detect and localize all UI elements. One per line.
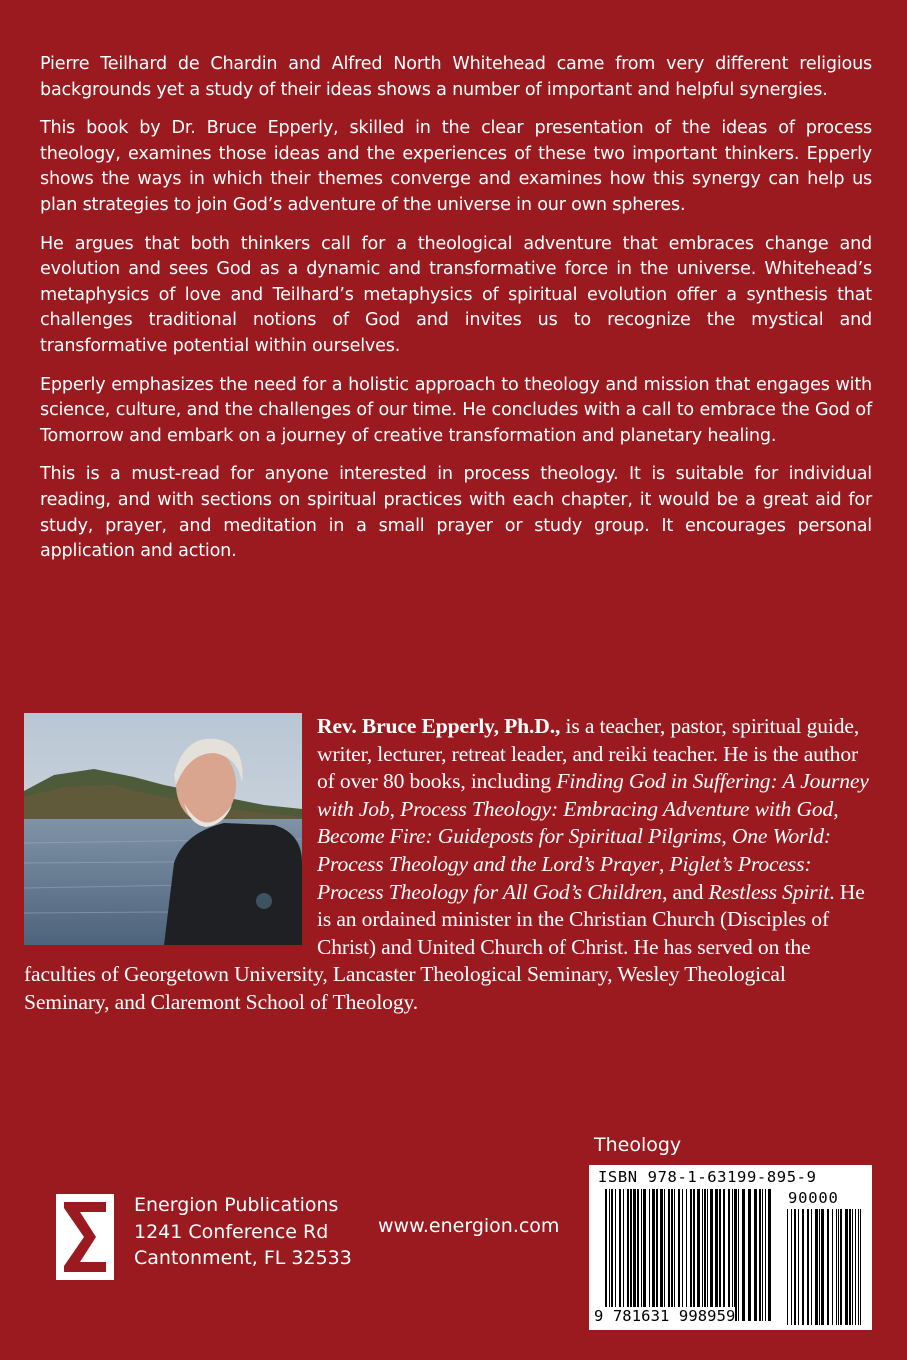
barcode-bar xyxy=(791,1209,792,1325)
barcode-bar xyxy=(852,1209,853,1325)
barcode-bar xyxy=(704,1189,706,1321)
barcode-bar xyxy=(637,1189,639,1321)
barcode-bar xyxy=(807,1209,809,1325)
barcode-bar xyxy=(643,1189,646,1321)
author-name: Rev. Bruce Epperly, Ph.D., xyxy=(317,714,561,738)
barcode-bar xyxy=(798,1209,799,1325)
blurb-paragraph-1: Pierre Teilhard de Chardin and Alfred North Whitehead came from very different religious backgrounds yet a study of their ideas shows a number of important and helpful synergies. xyxy=(40,54,872,100)
barcode-bar xyxy=(660,1189,663,1321)
barcode-bar xyxy=(762,1189,763,1321)
barcode-bar xyxy=(707,1189,708,1321)
barcode-bar xyxy=(742,1189,745,1321)
barcode-bar xyxy=(619,1189,621,1321)
book-title-6: Restless Spirit xyxy=(708,879,830,904)
barcode-bar xyxy=(860,1209,861,1325)
book-title-5: Piglet’s Process: Process Theology for All God’s Children xyxy=(317,851,812,904)
publisher-block xyxy=(56,1192,352,1280)
barcode-bar xyxy=(836,1209,837,1325)
bio-separator: , xyxy=(389,796,401,821)
publisher-street: 1241 Conference Rd xyxy=(134,1220,329,1243)
blurb-paragraph-5: This is a must-read for anyone interested in process theology. It is suitable for individual reading, and with sections on spiritual practices with each chapter, it would be a great aid for study, prayer, and meditation in a small prayer or study group. It encourages personal application and action. xyxy=(40,464,872,562)
barcode-bar xyxy=(821,1209,824,1325)
barcode-bar xyxy=(627,1189,629,1321)
barcode-bar xyxy=(855,1209,856,1325)
barcode-bar xyxy=(664,1189,665,1321)
barcode-bar xyxy=(656,1189,658,1321)
barcode-bar xyxy=(723,1189,725,1321)
barcode-bar xyxy=(827,1209,829,1325)
barcode-bar xyxy=(754,1189,757,1321)
book-title-4: One World: Process Theology and the Lord’s Prayer xyxy=(317,824,831,876)
bio-text-1: is a teacher, pastor, spiritual guide, writer, lecturer, retreat leader, and reiki teacher. He is the author of over 80 books, including xyxy=(317,714,860,794)
barcode-bar xyxy=(697,1189,700,1321)
barcode-bar xyxy=(815,1209,818,1325)
barcode-bar xyxy=(728,1189,730,1321)
barcode-bar xyxy=(678,1189,680,1321)
publisher-address xyxy=(134,1192,352,1272)
barcode-bar xyxy=(845,1209,848,1325)
barcode-bar xyxy=(686,1189,687,1321)
bio-separator: , xyxy=(833,796,839,821)
barcode-bar xyxy=(615,1189,616,1321)
barcode-bar xyxy=(819,1209,820,1325)
barcode-bar xyxy=(787,1209,788,1325)
barcode-bar xyxy=(674,1189,675,1321)
blurb-paragraph-2: This book by Dr. Bruce Epperly, skilled in the clear presentation of the ideas of process theology, examines those ideas and the experiences of these two important thinkers. Epperly shows the ways in which their themes converge and examines how this synergy can help us plan strategies to join God’s adventure of the universe in our own spheres. xyxy=(40,118,872,215)
barcode-bar xyxy=(838,1209,839,1325)
barcode-bar xyxy=(858,1209,859,1325)
barcode-bar xyxy=(715,1189,718,1321)
barcode-bar xyxy=(748,1189,751,1321)
barcode-bar xyxy=(702,1189,703,1321)
barcode-bar xyxy=(849,1209,851,1325)
barcode-bar xyxy=(690,1189,692,1321)
price-addon: 90000 xyxy=(788,1189,839,1207)
barcode-bar xyxy=(633,1189,636,1321)
barcode-bar xyxy=(652,1189,655,1321)
barcode-bar xyxy=(840,1209,842,1325)
barcode-bar xyxy=(768,1189,771,1321)
blurb-paragraph-4: Epperly emphasizes the need for a holistic approach to theology and mission that engages with science, culture, and the challenges of our time. He concludes with a call to embrace the God of Tomorrow and embark on a journey of creative transformation and planetary healing. xyxy=(40,374,872,446)
barcode-bar xyxy=(682,1189,683,1321)
barcode-bar xyxy=(765,1189,766,1321)
barcode-bar xyxy=(832,1209,833,1325)
blurb-paragraph-3: He argues that both thinkers call for a theological adventure that embraces change and evolution and sees God as a dynamic and transformative force in the universe. Whitehead’s metaphysics of love and Teilhard’s metaphysics of spiritual evolution offer a synthesis that challenges traditional notions of God and invites us to recognize the mystical and transformative potential within ourselves. xyxy=(40,233,872,356)
barcode-bar xyxy=(734,1189,737,1321)
publisher-logo xyxy=(56,1194,114,1280)
bio-separator: , and xyxy=(662,879,709,904)
publisher-website: www.energion.com xyxy=(378,1215,560,1237)
barcode-bar xyxy=(732,1189,733,1321)
barcode-bar xyxy=(605,1189,607,1321)
publisher-city: Cantonment, FL 32533 xyxy=(134,1247,352,1269)
barcode-bar xyxy=(738,1189,739,1321)
barcode-bar xyxy=(693,1189,695,1321)
book-title-3: Become Fire: Guideposts for Spiritual Pilgrims xyxy=(317,824,722,849)
genre-label: Theology xyxy=(594,1134,682,1156)
back-cover-blurb xyxy=(40,52,872,578)
bio-text-2: . He is an ordained minister in the Christian Church (Disciples of Christ) and United Church of Christ. He has served on the faculties of Georgetown University, Lancaster Theological Seminary, Wesley Theological Seminary, and Claremont School of Theology. xyxy=(24,879,865,1014)
book-title-1: Finding God in Suffering: A Journey with Job xyxy=(317,769,869,821)
barcode-bar xyxy=(719,1189,721,1321)
book-title-2: Process Theology: Embracing Adventure with God xyxy=(400,796,834,821)
barcode-bar xyxy=(811,1209,812,1325)
barcode-bar xyxy=(609,1189,610,1321)
barcode-bar xyxy=(641,1189,642,1321)
barcode-bar xyxy=(710,1189,713,1321)
author-bio xyxy=(24,713,874,1017)
bio-separator: , xyxy=(721,824,732,849)
barcode-bar xyxy=(649,1189,650,1321)
barcode-bar xyxy=(794,1209,796,1325)
barcode-bar xyxy=(802,1209,804,1325)
isbn-number: ISBN 978-1-63199-895-9 xyxy=(598,1168,817,1186)
publisher-name: Energion Publications xyxy=(134,1194,339,1216)
author-photo xyxy=(24,713,302,945)
ean-number: 9 781631 998959 xyxy=(594,1307,736,1325)
isbn-barcode xyxy=(589,1165,872,1330)
barcode-bar xyxy=(623,1189,624,1321)
sigma-icon xyxy=(60,1198,110,1276)
barcode-bar xyxy=(611,1189,613,1321)
barcode-bar xyxy=(630,1189,632,1321)
bio-separator: , xyxy=(658,851,670,876)
barcode-bar xyxy=(759,1189,761,1321)
barcode-bar xyxy=(671,1189,673,1321)
barcode-bar xyxy=(668,1189,670,1321)
